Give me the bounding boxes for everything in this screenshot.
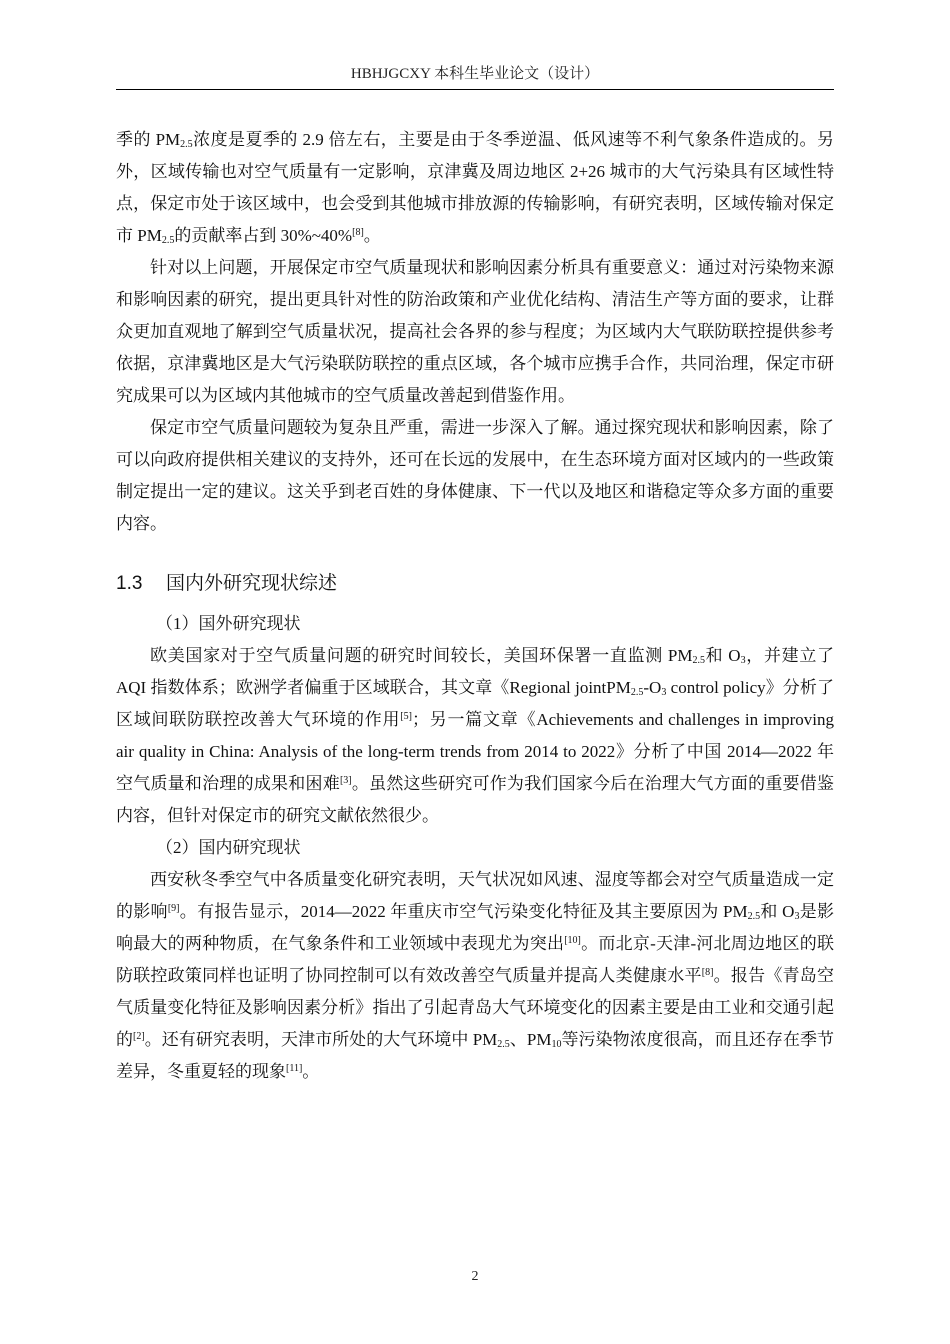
running-header: HBHJGCXY 本科生毕业论文（设计） — [116, 62, 834, 90]
page-number: 2 — [471, 1269, 479, 1284]
citation: [8] — [352, 227, 364, 238]
citation: [3] — [339, 775, 352, 786]
paragraph-pm25-seasonal: 季的 $PM_{2.5}$浓度是夏季的 2.9 倍左右，主要是由于冬季逆温、低风速等不利气象条件造成的。另外，区域传输也对空气质量有一定影响，京津冀及周边地区 2+26 城市的大气污染具有区域性特点，保定市处于该区域中，也会受到其他城市排放源的传输影响，有研究表明，区域传输对保定市 $PM_{2.5}$的贡献率占到 30%~40%[8]。 — [116, 130, 834, 246]
section-title: 国内外研究现状综述 — [166, 573, 338, 594]
citation: [5] — [400, 711, 412, 722]
paragraph-foreign-research: 欧美国家对于空气质量问题的研究时间较长，美国环保署一直监测 $PM_{2.5}$和 $O_3$，并建立了 AQI 指数体系；欧洲学者偏重于区域联合，其文章《Regional $jointPM_{2.5}-O_3$ control policy》分析了区域间联防联控改善大气环境的作用[5]；另一篇文章《Achievements and challenges in improving air quality in China: Analysis of the long-term trends from 2014 to 2022》分析了中国 2014—2022 年空气质量和治理的成果和困难[3]。虽然这些研究可作为我们国家今后在治理大气方面的重要借鉴内容，但针对保定市的研究文献依然很少。 — [116, 646, 835, 825]
body-text — [116, 124, 834, 1088]
paragraph-domestic-research: 西安秋冬季空气中各质量变化研究表明，天气状况如风速、湿度等都会对空气质量造成一定的影响[9]。有报告显示，2014—2022 年重庆市空气污染变化特征及其主要原因为 $PM_{2.5}$和 $O_3$是影响最大的两种物质，在气象条件和工业领域中表现尤为突出[10]。而北京-天津-河北周边地区的联防联控政策同样也证明了协同控制可以有效改善空气质量并提高人类健康水平[8]。报告《青岛空气质量变化特征及影响因素分析》指出了引起青岛大气环境变化的因素主要是由工业和交通引起的[2]。还有研究表明，天津市所处的大气环境中 $PM_{2.5}$、$PM_{10}$等污染物浓度很高，而且还存在季节差异，冬重夏轻的现象[11]。 — [116, 870, 835, 1081]
citation: [11] — [286, 1063, 303, 1074]
subheading-domestic-research: （2）国内研究现状 — [156, 838, 301, 857]
subheading-foreign-research: （1）国外研究现状 — [156, 614, 301, 633]
citation: [10] — [564, 935, 581, 946]
paragraph-significance: 针对以上问题，开展保定市空气质量现状和影响因素分析具有重要意义：通过对污染物来源和影响因素的研究，提出更具针对性的防治政策和产业优化结构、清洁生产等方面的要求，让群众更加直观地了解到空气质量状况，提高社会各界的参与程度；为区域内大气联防联控提供参考依据，京津冀地区是大气污染联防联控的重点区域，各个城市应携手合作，共同治理，保定市研究成果可以为区域内其他城市的空气质量改善起到借鉴作用。 — [116, 258, 834, 405]
citation: [8] — [701, 967, 714, 978]
citation: [9] — [167, 903, 180, 914]
paragraph-complexity: 保定市空气质量问题较为复杂且严重，需进一步深入了解。通过探究现状和影响因素，除了可以向政府提供相关建议的支持外，还可在长远的发展中，在生态环境方面对区域内的一些政策制定提出一定的建议。这关乎到老百姓的身体健康、下一代以及地区和谐稳定等众多方面的重要内容。 — [116, 418, 834, 533]
section-heading — [116, 568, 834, 600]
citation: [2] — [133, 1031, 145, 1042]
section-number: 1.3 — [116, 573, 143, 594]
